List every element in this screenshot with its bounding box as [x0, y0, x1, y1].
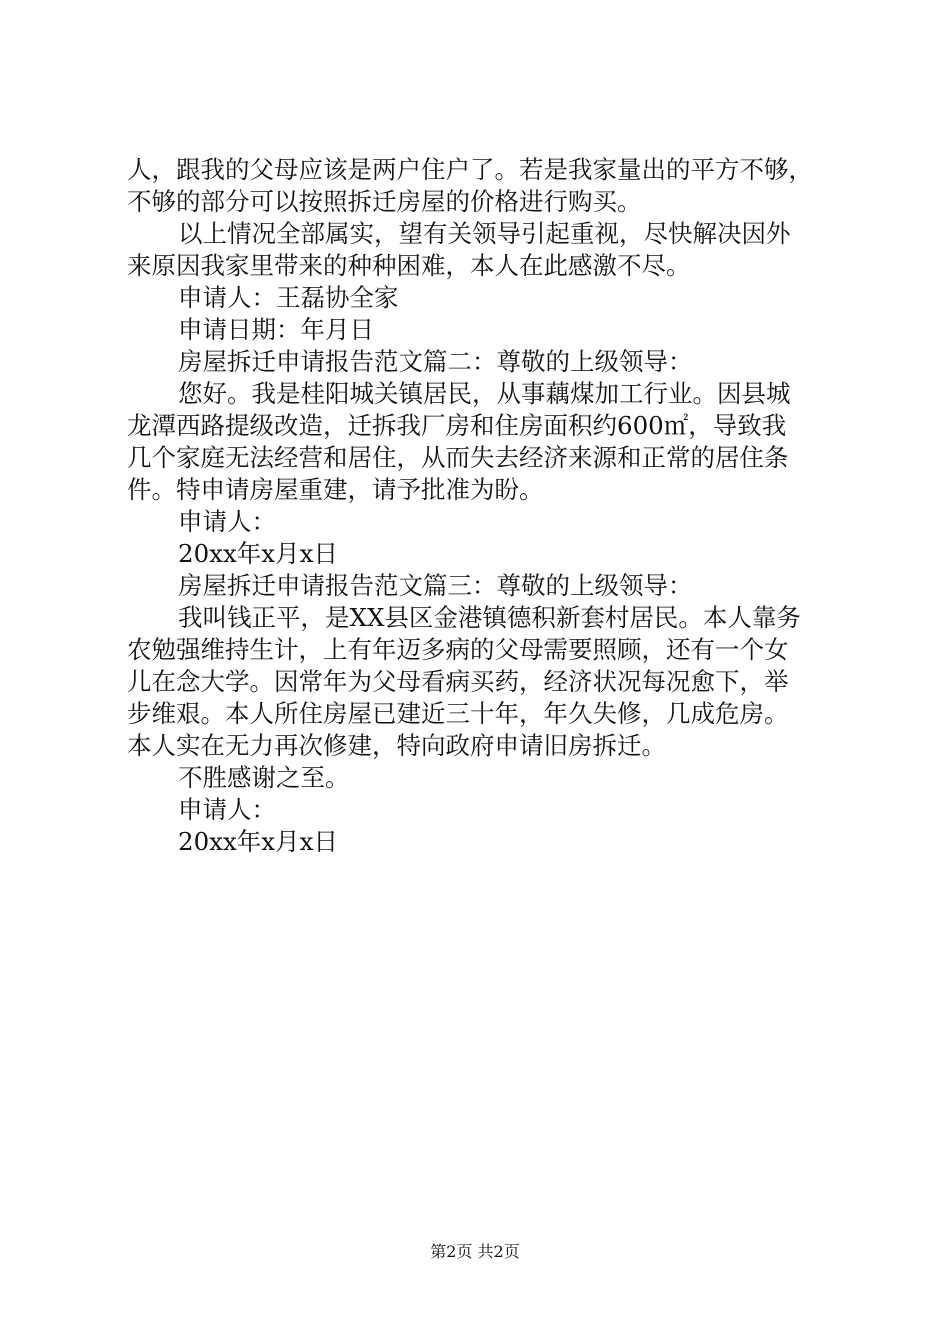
document-body: [127, 154, 827, 858]
applicant-line: 申请人：王磊协全家: [178, 283, 399, 312]
section-heading: 房屋拆迁申请报告范文篇三：尊敬的上级领导：: [178, 571, 693, 600]
text-line: 人，跟我的父母应该是两户住户了。若是我家量出的平方不够，: [127, 155, 813, 184]
text-line: 本人实在无力再次修建，特向政府申请旧房拆迁。: [127, 731, 666, 760]
text-line: 您好。我是桂阳城关镇居民，从事藕煤加工行业。因县城: [178, 379, 791, 408]
date-line: 20xx年x月x日: [178, 539, 338, 568]
page-number-footer: 第2页 共2页: [430, 1242, 520, 1261]
application-date-line: 申请日期：年月日: [178, 315, 374, 344]
text-line: 以上情况全部属实，望有关领导引起重视，尽快解决因外: [178, 219, 791, 248]
text-line: 儿在念大学。因常年为父母看病买药，经济状况每况愈下，举: [127, 667, 789, 696]
text-line: 来原因我家里带来的种种困难，本人在此感激不尽。: [127, 251, 691, 280]
text-line: 步维艰。本人所住房屋已建近三十年，年久失修，几成危房。: [127, 699, 789, 728]
text-line: 不够的部分可以按照拆迁房屋的价格进行购买。: [127, 187, 642, 216]
text-line: 几个家庭无法经营和居住，从而失去经济来源和正常的居住条: [127, 443, 789, 472]
text-line: 件。特申请房屋重建，请予批准为盼。: [127, 475, 544, 504]
text-line: 龙潭西路提级改造，迁拆我厂房和住房面积约600㎡，导致我: [127, 411, 787, 440]
text-line: 我叫钱正平，是XX县区金港镇德积新套村居民。本人靠务: [178, 603, 801, 632]
text-line: 农勉强维持生计，上有年迈多病的父母需要照顾，还有一个女: [127, 635, 789, 664]
section-heading: 房屋拆迁申请报告范文篇二：尊敬的上级领导：: [178, 347, 693, 376]
date-line: 20xx年x月x日: [178, 827, 338, 856]
applicant-line: 申请人：: [178, 507, 276, 536]
closing-line: 不胜感谢之至。: [178, 763, 350, 792]
applicant-line: 申请人：: [178, 795, 276, 824]
